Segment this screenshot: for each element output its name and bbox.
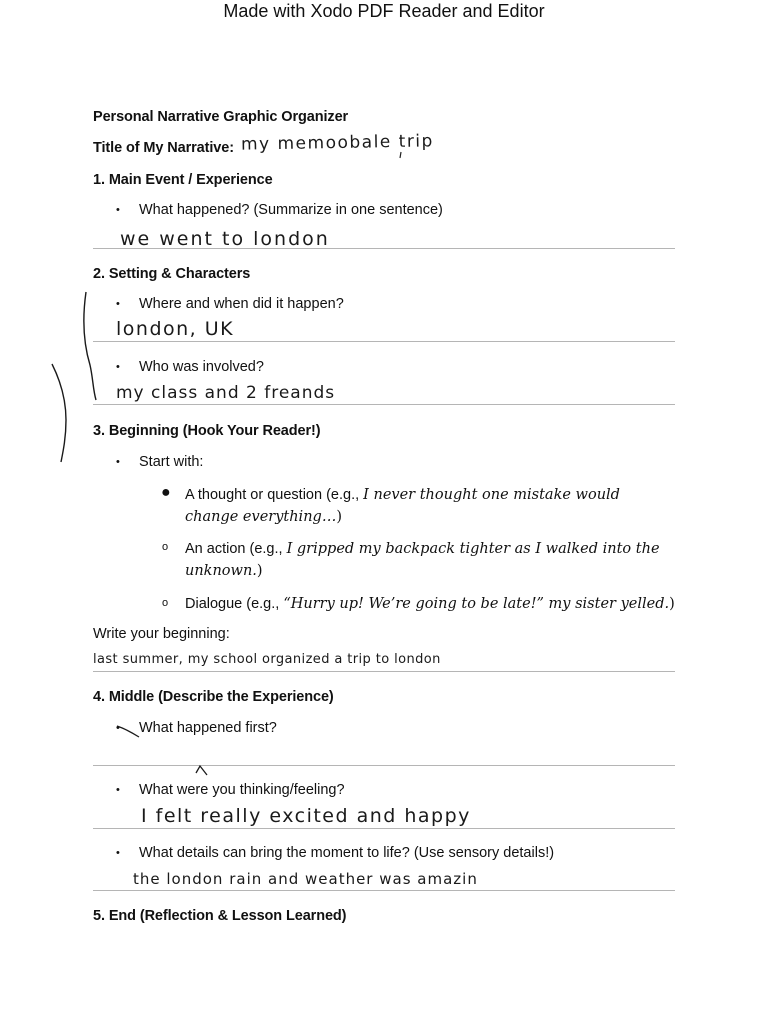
section-1-heading: 1. Main Event / Experience — [93, 172, 273, 188]
hollow-bullet-icon: o — [162, 597, 169, 609]
hook-option-dialogue-suffix: ) — [669, 596, 675, 612]
first-question-check-stroke — [117, 726, 139, 737]
hook-option-dialogue-prefix: Dialogue (e.g., — [185, 596, 284, 612]
bullet-icon: • — [116, 456, 120, 468]
hook-option-thought-example: I never thought one mistake would change everything… — [185, 487, 620, 525]
section-3-heading: 3. Beginning (Hook Your Reader!) — [93, 423, 321, 439]
xodo-watermark: Made with Xodo PDF Reader and Editor — [223, 1, 545, 21]
bullet-icon: • — [116, 204, 120, 216]
section-4-answer-feeling-handwriting: I felt really excited and happy — [141, 805, 471, 827]
filled-bullet-icon: ● — [161, 484, 171, 501]
section-1-answer-handwriting: we went to london — [120, 228, 330, 250]
section-2-answer-where-handwriting: london, UK — [116, 318, 235, 340]
bullet-icon: • — [116, 847, 120, 859]
bullet-icon: • — [116, 784, 120, 796]
beginning-answer-handwriting: last summer, my school organized a trip to london — [93, 652, 441, 667]
hook-option-thought-suffix: ) — [336, 509, 342, 525]
section-4-answer-details-handwriting: the london rain and weather was amazin — [133, 870, 478, 888]
hollow-bullet-icon: o — [162, 541, 169, 553]
section-1-question: What happened? (Summarize in one sentence) — [139, 202, 443, 218]
section-2-question-where: Where and when did it happen? — [139, 296, 344, 312]
margin-curve-stroke — [52, 364, 66, 462]
title-answer-handwriting: my memoobale trip — [240, 131, 435, 155]
section-4-question-details: What details can bring the moment to life? (Use sensory details!) — [139, 845, 555, 861]
write-beginning-label: Write your beginning: — [93, 626, 230, 642]
caret-mark-stroke — [196, 766, 207, 775]
margin-bracket-stroke — [84, 292, 96, 400]
hook-option-action-suffix: ) — [256, 563, 263, 579]
hook-option-action-prefix: An action (e.g., — [185, 541, 287, 557]
section-4-heading: 4. Middle (Describe the Experience) — [93, 689, 334, 705]
section-2-answer-who-handwriting: my class and 2 freands — [116, 383, 336, 403]
hook-option-dialogue-example: “Hurry up! We’re going to be late!” my sister yelled. — [283, 596, 670, 612]
bullet-icon: • — [116, 298, 120, 310]
start-with-label: Start with: — [139, 454, 204, 470]
hook-option-action-example: I gripped my backpack tighter as I walked into the unknown. — [185, 541, 660, 579]
section-5-heading: 5. End (Reflection & Lesson Learned) — [93, 908, 347, 924]
organizer-title: Personal Narrative Graphic Organizer — [93, 109, 349, 125]
hook-option-thought-prefix: A thought or question (e.g., — [185, 487, 364, 503]
section-4-question-first: What happened first? — [139, 720, 277, 736]
title-ink-tick — [400, 152, 401, 158]
section-4-question-feeling: What were you thinking/feeling? — [139, 782, 345, 798]
section-2-heading: 2. Setting & Characters — [93, 266, 251, 282]
title-label: Title of My Narrative: — [93, 140, 234, 156]
bullet-icon: • — [116, 722, 120, 734]
bullet-icon: • — [116, 361, 120, 373]
section-2-question-who: Who was involved? — [139, 359, 264, 375]
